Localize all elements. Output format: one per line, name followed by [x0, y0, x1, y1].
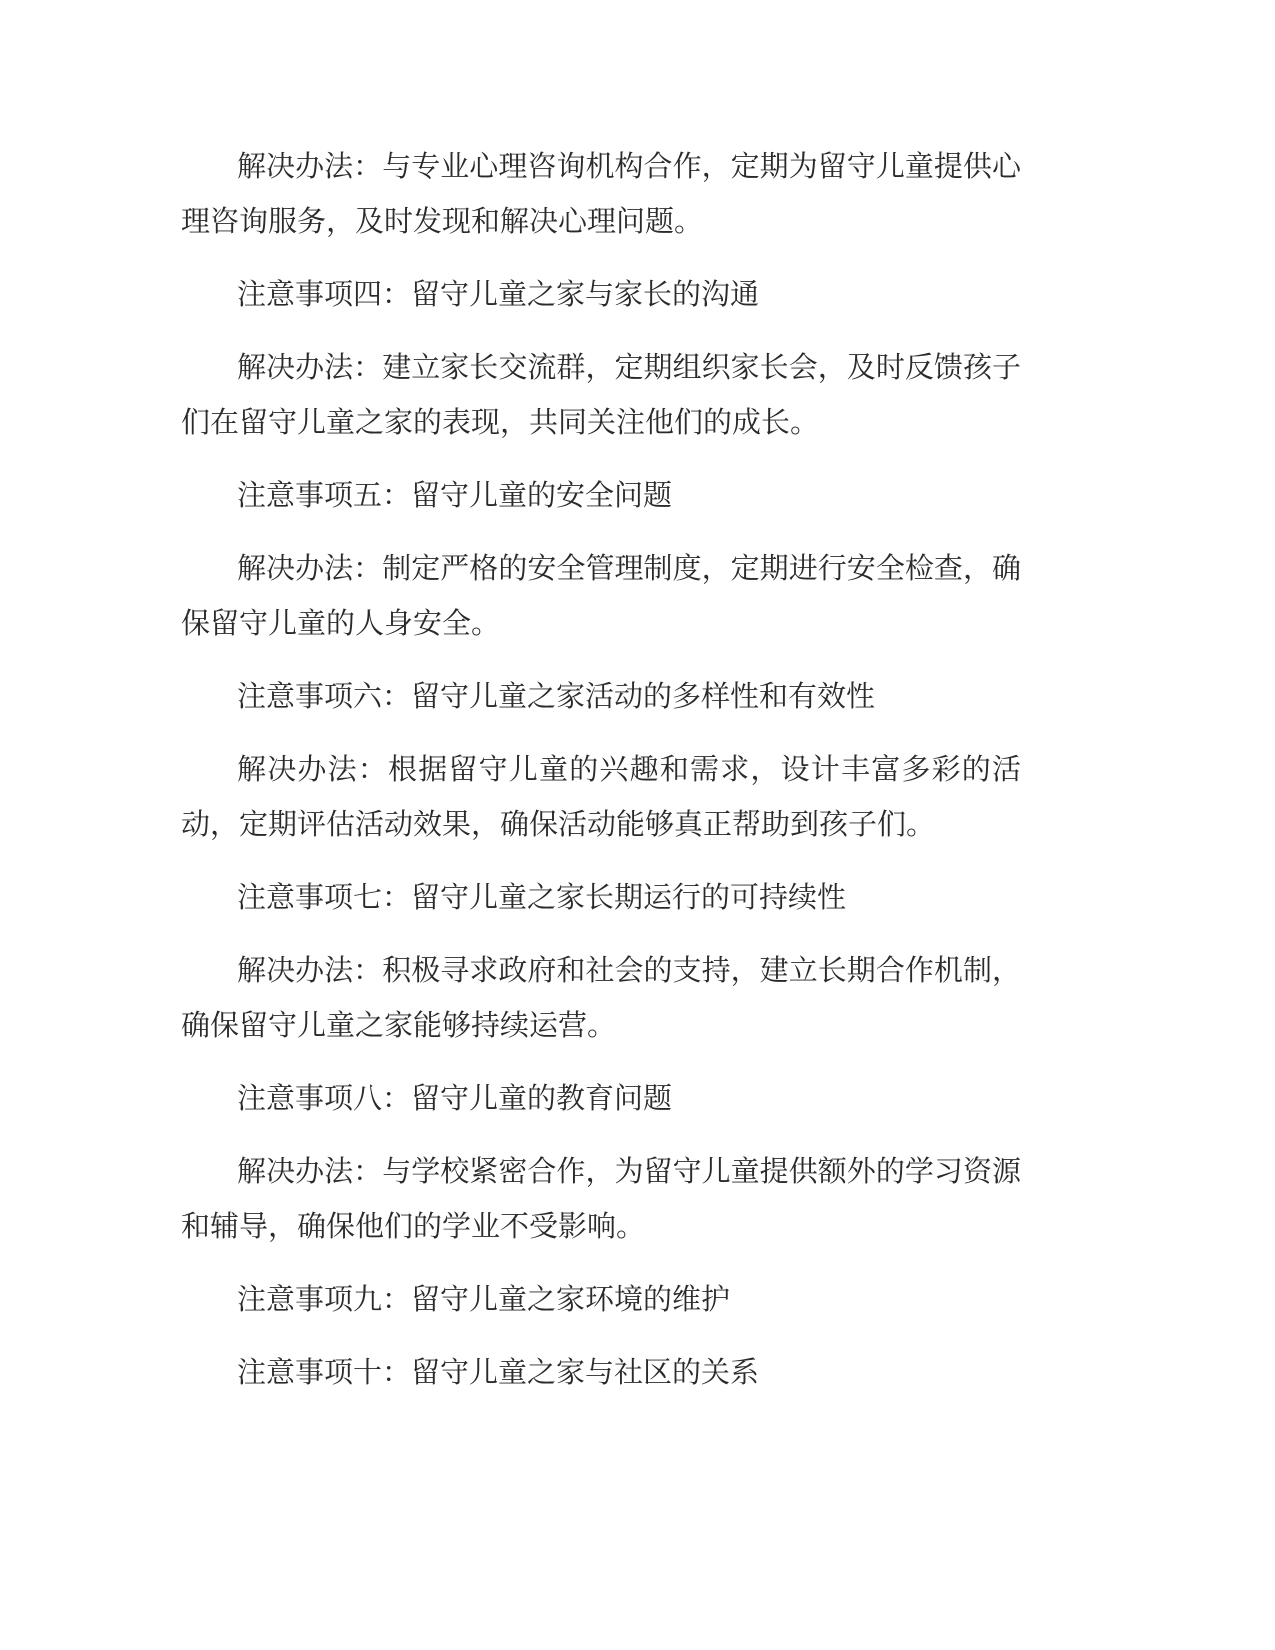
- solution-paragraph: 解决办法：与学校紧密合作，为留守儿童提供额外的学习资源和辅导，确保他们的学业不受影响。: [181, 1154, 1021, 1243]
- note-heading: 注意事项七：留守儿童之家长期运行的可持续性: [237, 880, 847, 914]
- solution-paragraph: 解决办法：根据留守儿童的兴趣和需求，设计丰富多彩的活动，定期评估活动效果，确保活动能够真正帮助到孩子们。: [181, 752, 1021, 841]
- document-body: [181, 139, 1021, 1418]
- note-heading: 注意事项九：留守儿童之家环境的维护: [237, 1282, 731, 1316]
- note-heading: 注意事项五：留守儿童的安全问题: [237, 478, 673, 512]
- note-heading: 注意事项六：留守儿童之家活动的多样性和有效性: [237, 679, 876, 713]
- note-heading: 注意事项八：留守儿童的教育问题: [237, 1081, 673, 1115]
- solution-paragraph: 解决办法：与专业心理咨询机构合作，定期为留守儿童提供心理咨询服务，及时发现和解决心理问题。: [181, 149, 1021, 238]
- solution-paragraph: 解决办法：积极寻求政府和社会的支持，建立长期合作机制，确保留守儿童之家能够持续运营。: [181, 953, 1021, 1042]
- solution-paragraph: 解决办法：建立家长交流群，定期组织家长会，及时反馈孩子们在留守儿童之家的表现，共同关注他们的成长。: [181, 350, 1021, 439]
- solution-paragraph: 解决办法：制定严格的安全管理制度，定期进行安全检查，确保留守儿童的人身安全。: [181, 551, 1021, 640]
- note-heading: 注意事项十：留守儿童之家与社区的关系: [237, 1355, 760, 1389]
- note-heading: 注意事项四：留守儿童之家与家长的沟通: [237, 277, 760, 311]
